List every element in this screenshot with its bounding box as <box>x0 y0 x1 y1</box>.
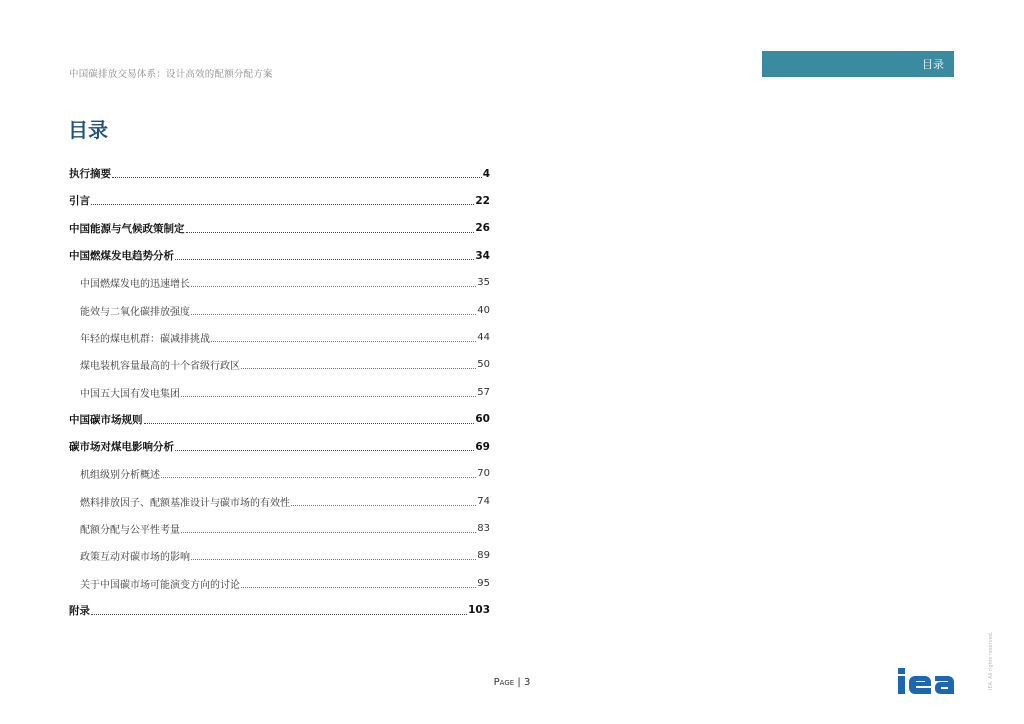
toc-entry-page-number: 103 <box>468 604 490 617</box>
toc-entry-title: 关于中国碳市场可能演变方向的讨论 <box>80 579 240 591</box>
toc-entry-page-number: 57 <box>477 386 490 398</box>
toc-entry-chapter[interactable] <box>69 215 490 242</box>
toc-entry-page-number: 69 <box>475 440 490 453</box>
toc-entry-title: 政策互动对碳市场的影响 <box>80 552 190 564</box>
page-title: 目录 <box>68 118 108 142</box>
toc-dot-leader <box>175 450 474 451</box>
toc-entry-page-number: 70 <box>477 468 490 480</box>
toc-entry-title: 中国燃煤发电趋势分析 <box>69 250 174 263</box>
toc-entry-section[interactable] <box>69 569 490 596</box>
toc-entry-section[interactable] <box>69 296 490 323</box>
toc-entry-title: 附录 <box>69 604 90 617</box>
toc-dot-leader <box>186 232 475 233</box>
toc-dot-leader <box>191 559 476 560</box>
iea-logo-icon <box>897 667 955 695</box>
toc-dot-leader <box>241 368 476 369</box>
toc-dot-leader <box>181 396 476 397</box>
toc-entry-section[interactable] <box>69 488 490 515</box>
page-separator: | <box>517 677 521 688</box>
toc-entry-section[interactable] <box>69 515 490 542</box>
toc-entry-page-number: 50 <box>477 359 490 371</box>
toc-dot-leader <box>241 587 476 588</box>
toc-entry-page-number: 60 <box>475 413 490 426</box>
toc-entry-chapter[interactable] <box>69 597 490 624</box>
toc-entry-page-number: 89 <box>477 550 490 562</box>
section-tab-label: 目录 <box>922 58 944 71</box>
toc-entry-page-number: 35 <box>477 277 490 289</box>
toc-entry-title: 年轻的煤电机群：碳减排挑战 <box>80 333 210 345</box>
toc-entry-title: 燃料排放因子、配额基准设计与碳市场的有效性 <box>80 497 290 509</box>
toc-entry-page-number: 40 <box>477 304 490 316</box>
toc-entry-section[interactable] <box>69 460 490 487</box>
toc-entry-title: 碳市场对煤电影响分析 <box>69 441 174 454</box>
toc-dot-leader <box>291 505 476 506</box>
toc-entry-title: 中国能源与气候政策制定 <box>69 222 185 235</box>
toc-entry-title: 煤电装机容量最高的十个省级行政区 <box>80 361 240 373</box>
page-number: 3 <box>523 677 531 688</box>
toc-entry-page-number: 22 <box>475 194 490 207</box>
toc-entry-section[interactable] <box>69 351 490 378</box>
toc-entry-page-number: 26 <box>475 222 490 235</box>
toc-entry-title: 执行摘要 <box>69 168 111 181</box>
toc-entry-title: 中国碳市场规则 <box>69 413 143 426</box>
toc-entry-title: 中国燃煤发电的迅速增长 <box>80 279 190 291</box>
running-header-title: 中国碳排放交易体系：设计高效的配额分配方案 <box>69 69 273 80</box>
toc-entry-chapter[interactable] <box>69 433 490 460</box>
section-tab <box>762 51 954 77</box>
toc-entry-page-number: 83 <box>477 523 490 534</box>
toc-entry-chapter[interactable] <box>69 187 490 214</box>
toc-entry-title: 引言 <box>69 195 90 208</box>
toc-dot-leader <box>175 259 474 260</box>
toc-dot-leader <box>191 286 476 287</box>
toc-entry-page-number: 95 <box>477 577 490 589</box>
toc-entry-page-number: 4 <box>482 167 490 180</box>
toc-entry-page-number: 44 <box>477 331 490 343</box>
toc-dot-leader <box>91 614 467 615</box>
toc-entry-section[interactable] <box>69 269 490 296</box>
toc-entry-page-number: 74 <box>477 495 490 507</box>
rights-notice: IEA. All rights reserved. <box>988 631 994 690</box>
toc-dot-leader <box>181 532 476 533</box>
toc-dot-leader <box>91 204 474 205</box>
page-label: Page <box>493 677 515 688</box>
toc-entry-title: 机组级别分析概述 <box>80 470 160 482</box>
toc-dot-leader <box>144 423 475 424</box>
toc-entry-chapter[interactable] <box>69 160 490 187</box>
toc-entry-section[interactable] <box>69 378 490 405</box>
toc-entry-chapter[interactable] <box>69 406 490 433</box>
page-footer <box>0 677 1024 688</box>
toc-dot-leader <box>112 177 482 178</box>
toc-entry-title: 配额分配与公平性考量 <box>80 525 180 536</box>
toc-dot-leader <box>161 477 476 478</box>
toc-entry-page-number: 34 <box>475 249 490 262</box>
toc-entry-title: 中国五大国有发电集团 <box>80 388 180 400</box>
toc-entry-section[interactable] <box>69 542 490 569</box>
toc-dot-leader <box>211 341 476 342</box>
toc-entry-title: 能效与二氧化碳排放强度 <box>80 306 190 318</box>
toc-entry-chapter[interactable] <box>69 242 490 269</box>
table-of-contents <box>69 160 490 624</box>
toc-entry-section[interactable] <box>69 324 490 351</box>
toc-dot-leader <box>191 314 476 315</box>
